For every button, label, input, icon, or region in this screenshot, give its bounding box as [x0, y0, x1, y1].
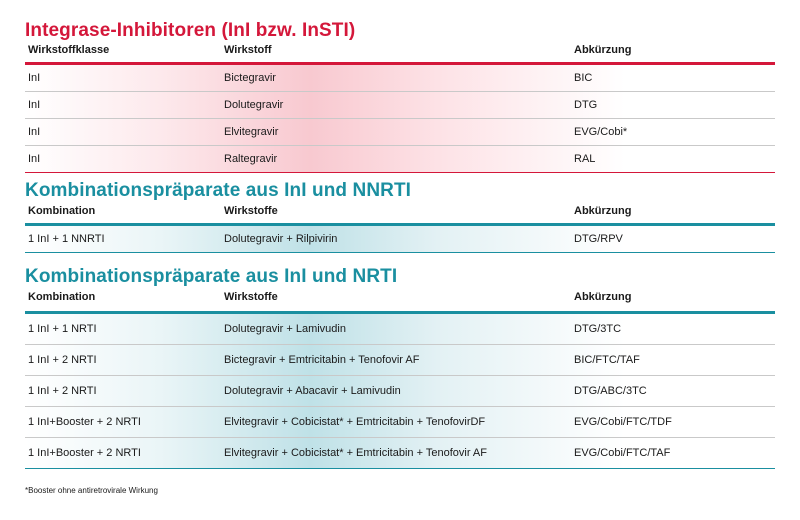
cell-abbreviation: EVG/Cobi* — [574, 126, 628, 138]
table-row — [25, 407, 775, 438]
header-substances: Wirkstoffe — [224, 291, 278, 303]
section-title: Kombinationspräparate aus InI und NRTI — [25, 266, 398, 287]
cell-substances: Elvitegravir + Cobicistat* + Emtricitabin + Tenofovir AF — [224, 447, 487, 459]
header-abbreviation: Abkürzung — [574, 44, 632, 56]
cell-abbreviation: BIC/FTC/TAF — [574, 354, 640, 366]
table-row — [25, 119, 775, 146]
cell-substance: Dolutegravir — [224, 99, 284, 111]
header-abbreviation: Abkürzung — [574, 291, 632, 303]
table-header — [25, 205, 775, 221]
cell-combination: 1 InI+Booster + 2 NRTI — [28, 447, 141, 459]
cell-class: InI — [28, 153, 41, 165]
cell-substances: Dolutegravir + Rilpivirin — [224, 233, 338, 245]
table-row — [25, 438, 775, 469]
table-row — [25, 376, 775, 407]
table-row — [25, 314, 775, 345]
section-title: Integrase-Inhibitoren (InI bzw. InSTI) — [25, 20, 356, 41]
cell-abbreviation: EVG/Cobi/FTC/TDF — [574, 416, 672, 428]
table-row — [25, 146, 775, 173]
cell-class: InI — [28, 72, 41, 84]
header-substances: Wirkstoffe — [224, 205, 278, 217]
cell-substances: Elvitegravir + Cobicistat* + Emtricitabin + TenofovirDF — [224, 416, 486, 428]
header-abbreviation: Abkürzung — [574, 205, 632, 217]
cell-substance: Elvitegravir — [224, 126, 279, 138]
cell-substances: Dolutegravir + Abacavir + Lamivudin — [224, 385, 401, 397]
cell-abbreviation: DTG — [574, 99, 598, 111]
header-class: Wirkstoffklasse — [28, 44, 110, 56]
table-row — [25, 345, 775, 376]
cell-abbreviation: DTG/3TC — [574, 323, 622, 335]
table-row — [25, 226, 775, 253]
cell-substance: Raltegravir — [224, 153, 278, 165]
cell-combination: 1 InI + 1 NRTI — [28, 323, 97, 335]
table-row — [25, 92, 775, 119]
table-row — [25, 65, 775, 92]
cell-combination: 1 InI + 2 NRTI — [28, 385, 97, 397]
header-substance: Wirkstoff — [224, 44, 272, 56]
cell-substances: Dolutegravir + Lamivudin — [224, 323, 346, 335]
footnote: *Booster ohne antiretrovirale Wirkung — [25, 486, 158, 495]
cell-combination: 1 InI + 1 NNRTI — [28, 233, 105, 245]
cell-substances: Bictegravir + Emtricitabin + Tenofovir AF — [224, 354, 420, 366]
cell-substance: Bictegravir — [224, 72, 276, 84]
cell-combination: 1 InI + 2 NRTI — [28, 354, 97, 366]
cell-abbreviation: BIC — [574, 72, 593, 84]
cell-abbreviation: RAL — [574, 153, 596, 165]
cell-abbreviation: DTG/ABC/3TC — [574, 385, 647, 397]
cell-class: InI — [28, 99, 41, 111]
table-header — [25, 291, 775, 307]
section-ini-nrti-combinations — [25, 266, 775, 476]
section-integrase-inhibitors — [25, 20, 775, 170]
header-combination: Kombination — [28, 205, 96, 217]
cell-combination: 1 InI+Booster + 2 NRTI — [28, 416, 141, 428]
section-title: Kombinationspräparate aus InI und NNRTI — [25, 180, 412, 201]
cell-class: InI — [28, 126, 41, 138]
cell-abbreviation: DTG/RPV — [574, 233, 623, 245]
cell-abbreviation: EVG/Cobi/FTC/TAF — [574, 447, 671, 459]
table-header — [25, 44, 775, 60]
section-ini-nnrti-combinations — [25, 180, 775, 260]
header-combination: Kombination — [28, 291, 96, 303]
